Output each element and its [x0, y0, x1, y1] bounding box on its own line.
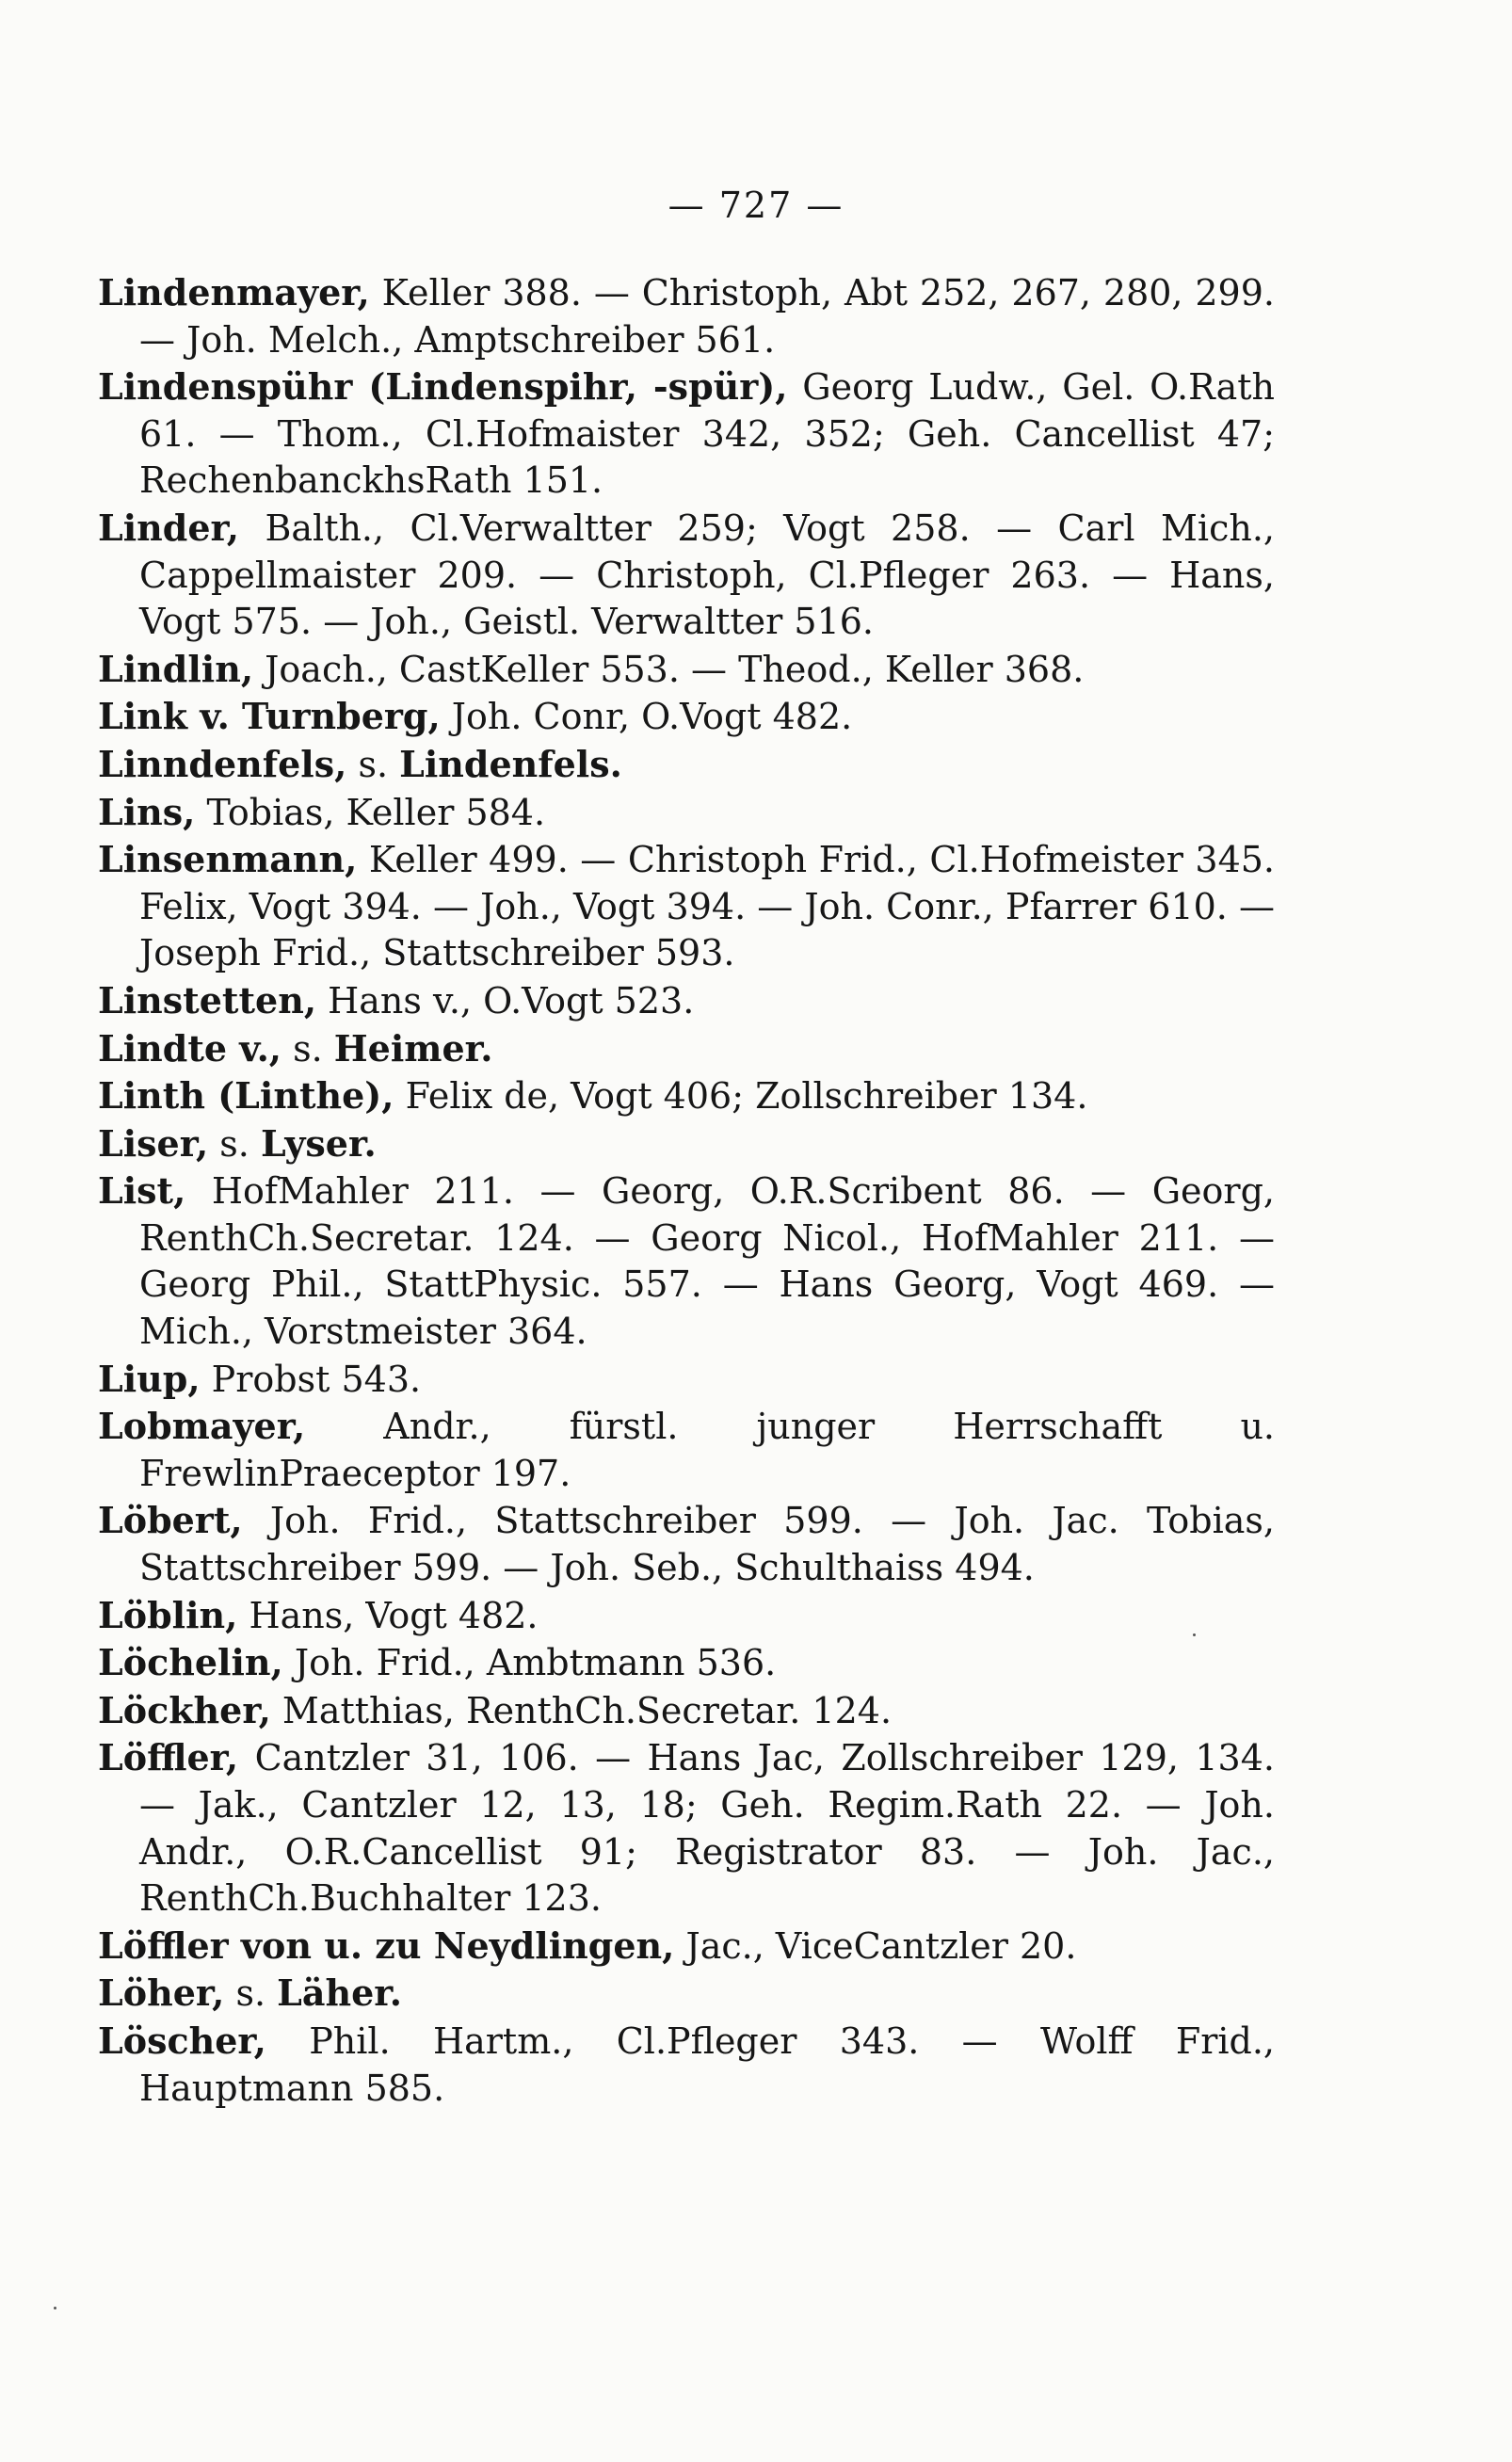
entry-cross-reference: Lindenfels.	[399, 742, 622, 785]
entry-headword: Lindenmayer,	[98, 271, 370, 314]
register-entry	[98, 693, 1275, 741]
entry-text: Keller 499. — Christoph Frid., Cl.Hofmeister 345. Felix, Vogt 394. — Joh., Vogt 394. — Joh. Conr., Pfarrer 610. — Joseph Frid., Stattschreiber 593.	[139, 839, 1275, 974]
entry-text: Hans v., O.Vogt 523.	[316, 979, 695, 1022]
entry-headword: Löchelin,	[98, 1641, 283, 1684]
entry-headword: Löbert,	[98, 1499, 243, 1542]
entry-text: s.	[224, 1972, 278, 2015]
register-entry	[98, 1923, 1275, 1971]
entry-headword: Lobmayer,	[98, 1405, 306, 1448]
entry-text: Georg Ludw., Gel. O.Rath 61. — Thom., Cl.Hofmaister 342, 352; Geh. Cancellist 47; RechenbanckhsRath 151.	[139, 366, 1275, 502]
entry-text: Tobias, Keller 584.	[195, 791, 546, 833]
entry-text: Matthias, RenthCh.Secretar. 124.	[270, 1689, 893, 1731]
entry-text: Joh. Frid., Ambtmann 536.	[282, 1642, 777, 1684]
entry-headword: Lindlin,	[98, 647, 254, 690]
entry-cross-reference: Heimer.	[333, 1026, 493, 1070]
entry-headword: List,	[98, 1169, 186, 1213]
register-entry	[98, 1592, 1275, 1640]
entry-headword: Löscher,	[98, 2019, 266, 2062]
entry-text: Felix de, Vogt 406; Zollschreiber 134.	[394, 1075, 1088, 1118]
entry-headword: Lins,	[98, 790, 196, 833]
entry-text: Hans, Vogt 482.	[237, 1594, 539, 1636]
register-entry	[98, 1734, 1275, 1922]
entry-text: Balth., Cl.Verwaltter 259; Vogt 258. — Carl Mich., Cappellmaister 209. — Christoph, Cl.Pfleger 263. — Hans, Vogt 575. — Joh., Geistl. Verwaltter 516.	[139, 507, 1275, 643]
entry-headword: Linth (Linthe),	[98, 1074, 394, 1118]
entry-headword: Liup,	[98, 1357, 201, 1400]
entry-headword: Löher,	[98, 1971, 225, 2015]
entry-text: Keller 388. — Christoph, Abt 252, 267, 280, 299. — Joh. Melch., Amptschreiber 561.	[139, 272, 1275, 361]
entry-text: s.	[208, 1122, 261, 1165]
register-entry	[98, 1025, 1275, 1073]
entry-text: Joh. Frid., Stattschreiber 599. — Joh. Jac. Tobias, Stattschreiber 599. — Joh. Seb., Schulthaiss 494.	[139, 1500, 1275, 1589]
entry-text: Joh. Conr, O.Vogt 482.	[440, 696, 853, 738]
entry-headword: Lindenspühr (Lindenspihr, -spür),	[98, 365, 788, 409]
register-entry	[98, 2018, 1275, 2112]
register-entry	[98, 505, 1275, 646]
register-entry	[98, 1403, 1275, 1497]
register-entry	[98, 789, 1275, 837]
entry-headword: Löffler von u. zu Neydlingen,	[98, 1923, 675, 1967]
register-entry	[98, 741, 1275, 789]
entry-headword: Link v. Turnberg,	[98, 695, 441, 738]
entry-cross-reference: Lyser.	[260, 1121, 377, 1165]
page-number: — 727 —	[668, 185, 844, 226]
entry-headword: Linder,	[98, 506, 240, 549]
register-entry	[98, 1356, 1275, 1404]
register-entry	[98, 1687, 1275, 1735]
register-entries	[98, 269, 1275, 2112]
entry-headword: Löblin,	[98, 1593, 238, 1636]
register-entry	[98, 1167, 1275, 1355]
entry-text: Cantzler 31, 106. — Hans Jac, Zollschreiber 129, 134. — Jak., Cantzler 12, 13, 18; Geh. Regim.Rath 22. — Joh. Andr., O.R.Cancellist 91; Registrator 83. — Joh. Jac., RenthCh.Buchhalter 123.	[139, 1737, 1275, 1920]
entry-text: Joach., CastKeller 553. — Theod., Keller 368.	[253, 648, 1085, 690]
register-entry	[98, 1970, 1275, 2018]
register-entry	[98, 836, 1275, 977]
register-entry	[98, 646, 1275, 694]
entry-headword: Löffler,	[98, 1736, 239, 1779]
entry-headword: Liser,	[98, 1121, 209, 1165]
register-entry	[98, 363, 1275, 505]
entry-text: s.	[281, 1027, 334, 1070]
entry-text: Andr., fürstl. junger Herrschafft u. FrewlinPraeceptor 197.	[139, 1406, 1275, 1494]
entry-headword: Linstetten,	[98, 978, 317, 1022]
entry-text: HofMahler 211. — Georg, O.R.Scribent 86. — Georg, RenthCh.Secretar. 124. — Georg Nicol., HofMahler 211. — Georg Phil., StattPhysic. 557. — Hans Georg, Vogt 469. — Mich., Vorstmeister 364.	[139, 1170, 1275, 1353]
print-speck	[1193, 1633, 1196, 1636]
register-entry	[98, 1120, 1275, 1168]
register-entry	[98, 977, 1275, 1025]
register-entry	[98, 1639, 1275, 1687]
register-entry	[98, 1497, 1275, 1591]
register-entry	[98, 269, 1275, 363]
entry-cross-reference: Läher.	[277, 1971, 403, 2015]
entry-text: s.	[346, 743, 400, 785]
entry-text: Probst 543.	[200, 1358, 422, 1400]
entry-headword: Löckher,	[98, 1688, 271, 1731]
entry-headword: Linsenmann,	[98, 838, 358, 881]
entry-headword: Linndenfels,	[98, 742, 347, 785]
entry-headword: Lindte v.,	[98, 1026, 282, 1070]
entry-text: Jac., ViceCantzler 20.	[674, 1924, 1077, 1967]
print-speck	[54, 2307, 56, 2309]
entry-text: Phil. Hartm., Cl.Pfleger 343. — Wolff Frid., Hauptmann 585.	[139, 2019, 1275, 2109]
register-entry	[98, 1072, 1275, 1120]
